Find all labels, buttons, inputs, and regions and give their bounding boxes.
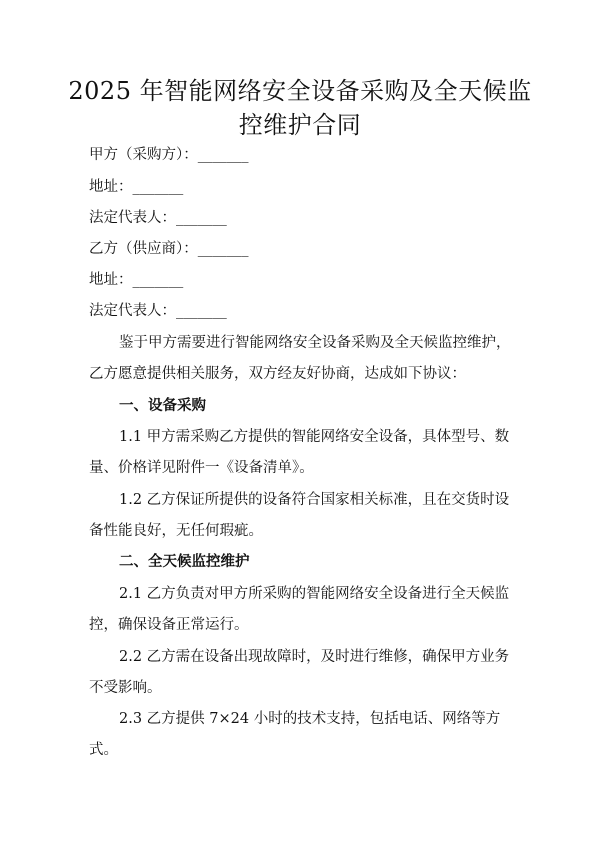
party-b-rep-blank: _______	[176, 303, 227, 319]
clause-1-2-line-1: 1.2 乙方保证所提供的设备符合国家相关标准，且在交货时设	[119, 492, 510, 508]
party-b-line	[89, 239, 249, 259]
party-a-label: 甲方（采购方）：	[89, 147, 198, 163]
clause-2-3-line-1: 2.3 乙方提供 7×24 小时的技术支持，包括电话、网络等方	[119, 711, 501, 727]
section-1-heading: 一、设备采购	[119, 397, 206, 414]
party-a-address-blank: _______	[132, 179, 184, 195]
party-b-address-blank: _______	[132, 272, 184, 288]
party-b-address-line	[89, 270, 183, 290]
clause-2-1-line-1: 2.1 乙方负责对甲方所采购的智能网络安全设备进行全天候监	[119, 586, 510, 602]
party-b-blank: _______	[197, 241, 249, 257]
clause-1-2-line-2: 备性能良好，无任何瑕疵。	[89, 523, 263, 539]
preamble-line-2: 乙方愿意提供相关服务，双方经友好协商，达成如下协议：	[89, 366, 466, 382]
party-b-address-label: 地址：	[89, 272, 133, 288]
clause-2-2-line-1: 2.2 乙方需在设备出现故障时，及时进行维修，确保甲方业务	[119, 649, 510, 665]
title-line-1: 2025 年智能网络安全设备采购及全天候监	[68, 77, 532, 105]
party-a-address-line	[89, 177, 183, 197]
contract-title	[60, 74, 540, 142]
clause-1-1-line-1: 1.1 甲方需采购乙方提供的智能网络安全设备，具体型号、数	[119, 429, 510, 445]
party-a-rep-line	[89, 208, 227, 228]
section-2-heading: 二、全天候监控维护	[119, 553, 250, 570]
party-a-address-label: 地址：	[89, 179, 133, 195]
party-a-line	[89, 145, 249, 165]
title-line-2: 控维护合同	[238, 111, 362, 139]
party-a-rep-blank: _______	[176, 210, 227, 226]
party-a-rep-label: 法定代表人：	[89, 210, 176, 226]
party-b-rep-line	[89, 301, 227, 321]
party-b-label: 乙方（供应商）：	[89, 241, 198, 257]
clause-2-2-line-2: 不受影响。	[89, 680, 162, 696]
preamble-line-1: 鉴于甲方需要进行智能网络安全设备采购及全天候监控维护，	[119, 335, 511, 351]
clause-2-1-line-2: 控，确保设备正常运行。	[89, 617, 249, 633]
clause-1-1-line-2: 量、价格详见附件一《设备清单》。	[89, 460, 314, 476]
party-a-blank: _______	[197, 147, 249, 163]
clause-2-3-line-2: 式。	[89, 742, 118, 758]
party-b-rep-label: 法定代表人：	[89, 303, 176, 319]
